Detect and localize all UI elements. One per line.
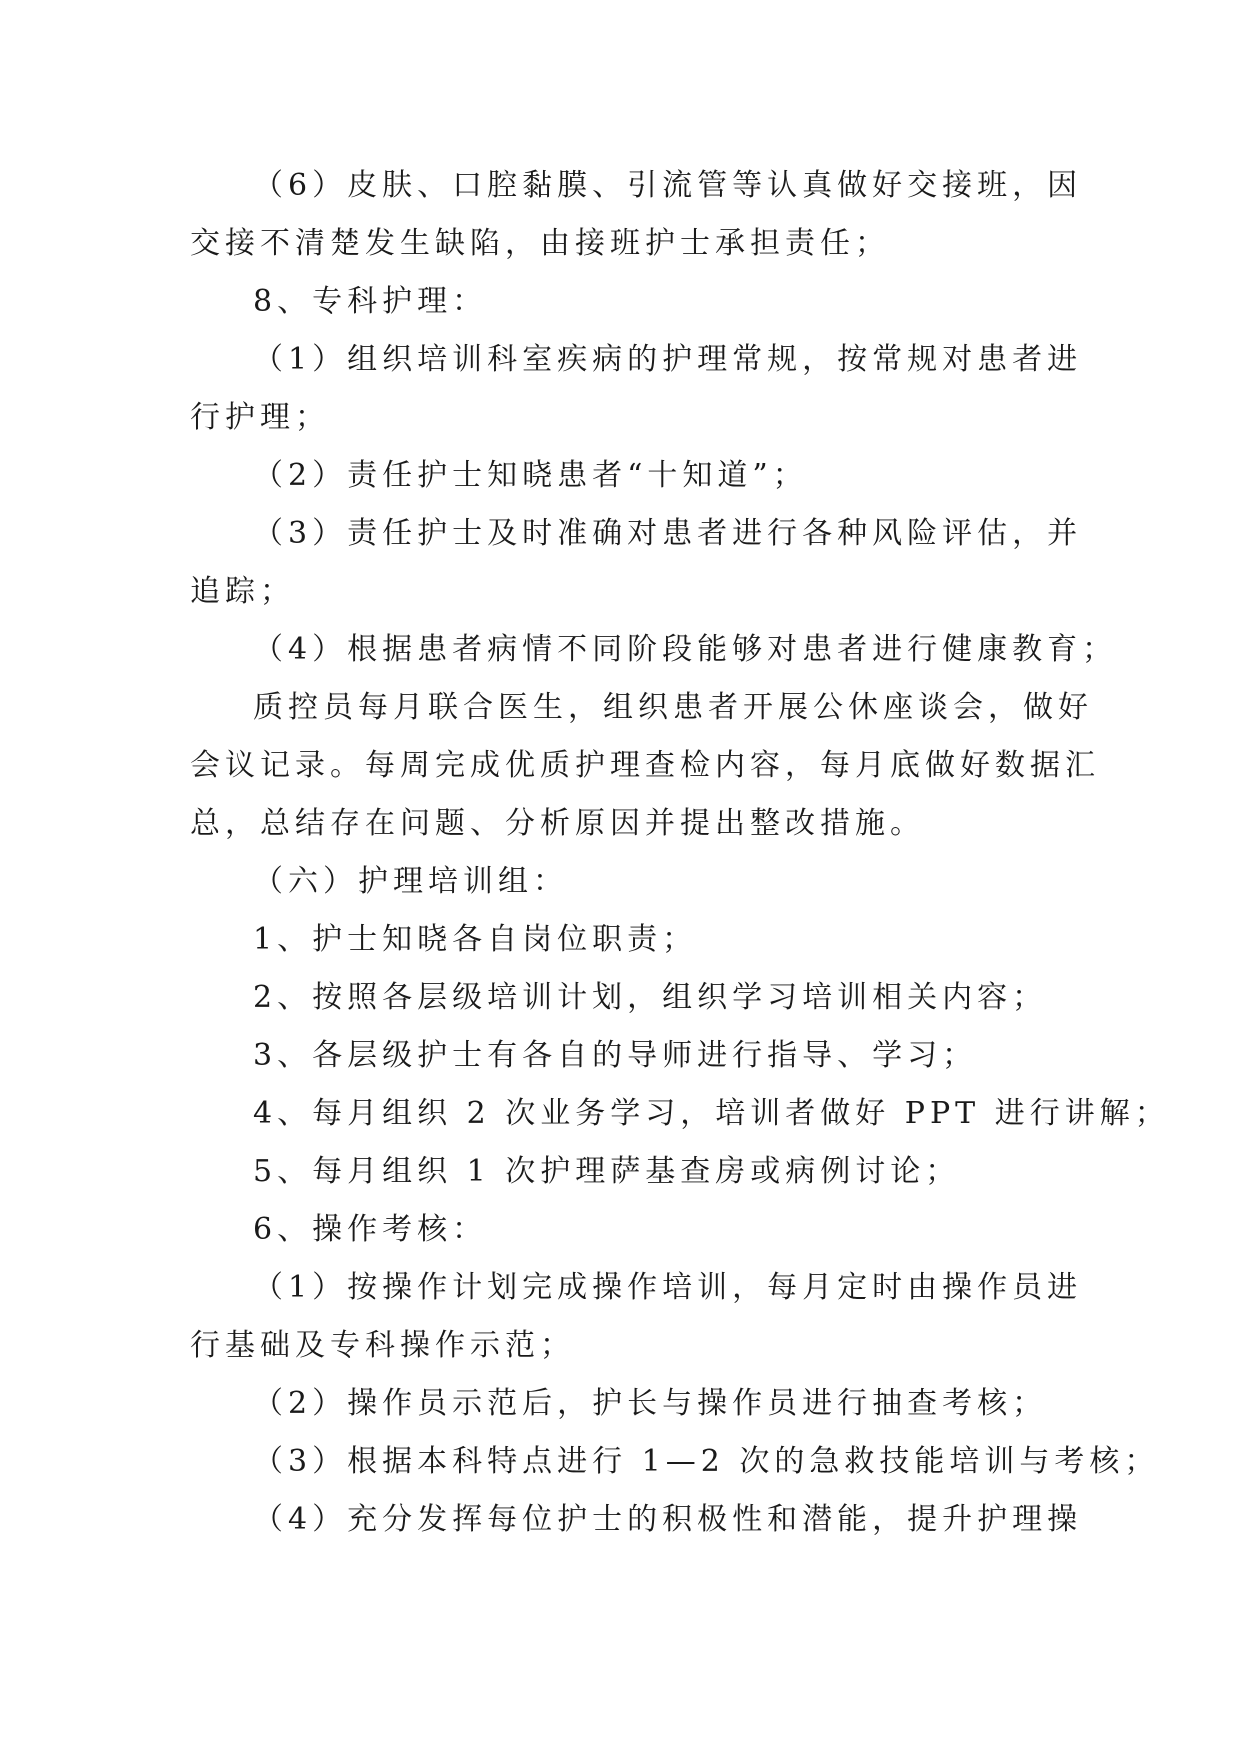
text-line: （6）皮肤、口腔黏膜、引流管等认真做好交接班，因 bbox=[253, 168, 1083, 203]
text-line: 质控员每月联合医生，组织患者开展公休座谈会，做好 bbox=[253, 690, 1093, 725]
text-line: 追踪； bbox=[190, 574, 295, 609]
text-line: 总，总结存在问题、分析原因并提出整改措施。 bbox=[190, 806, 925, 841]
text-line: 6、操作考核： bbox=[253, 1212, 488, 1247]
text-line: 4、每月组织 2 次业务学习，培训者做好 PPT 进行讲解； bbox=[253, 1096, 1170, 1131]
text-line: 行护理； bbox=[190, 400, 330, 435]
text-line: 1、护士知晓各自岗位职责； bbox=[253, 922, 698, 957]
text-line: （1）按操作计划完成操作培训，每月定时由操作员进 bbox=[253, 1270, 1083, 1305]
text-line: （2）操作员示范后，护长与操作员进行抽查考核； bbox=[253, 1386, 1048, 1421]
text-line: （1）组织培训科室疾病的护理常规，按常规对患者进 bbox=[253, 342, 1083, 377]
text-line: 会议记录。每周完成优质护理查检内容，每月底做好数据汇 bbox=[190, 748, 1100, 783]
text-line: 行基础及专科操作示范； bbox=[190, 1328, 575, 1363]
text-line: 3、各层级护士有各自的导师进行指导、学习； bbox=[253, 1038, 978, 1073]
text-line: 交接不清楚发生缺陷，由接班护士承担责任； bbox=[190, 226, 890, 261]
text-line: （4）根据患者病情不同阶段能够对患者进行健康教育； bbox=[253, 632, 1118, 667]
text-line: 2、按照各层级培训计划，组织学习培训相关内容； bbox=[253, 980, 1048, 1015]
text-line: （2）责任护士知晓患者“十知道”； bbox=[253, 458, 808, 493]
text-line: （3）责任护士及时准确对患者进行各种风险评估，并 bbox=[253, 516, 1083, 551]
text-line: （4）充分发挥每位护士的积极性和潜能，提升护理操 bbox=[253, 1502, 1083, 1537]
text-line: 8、专科护理： bbox=[253, 284, 488, 319]
text-line: （3）根据本科特点进行 1—2 次的急救技能培训与考核； bbox=[253, 1444, 1160, 1479]
text-line: 5、每月组织 1 次护理萨基查房或病例讨论； bbox=[253, 1154, 961, 1189]
section-heading: （六）护理培训组： bbox=[253, 864, 568, 899]
